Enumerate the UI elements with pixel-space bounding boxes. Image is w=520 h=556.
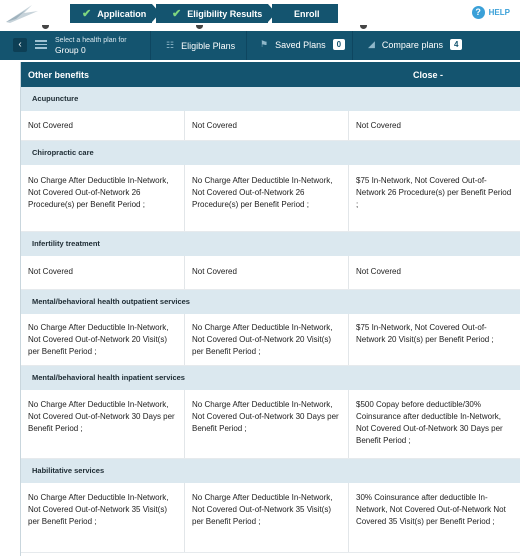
table-cell: No Charge After Deductible In-Network, Not Covered Out-of-Network 26 Procedure(s) per Benefit Period ;	[185, 165, 349, 231]
select-plan-label: Select a health plan for	[55, 37, 127, 44]
brand-logo	[2, 2, 42, 26]
wizard-progress-marks	[40, 25, 520, 29]
bookmark-icon: ⚑	[260, 39, 269, 49]
table-cell: No Charge After Deductible In-Network, Not Covered Out-of-Network 35 Visit(s) per Benefit Period ;	[21, 483, 185, 552]
panel-title: Other benefits	[28, 70, 90, 80]
select-plan-group: Group 0	[55, 45, 86, 55]
category-header: Mental/behavioral health outpatient services	[21, 290, 520, 314]
other-benefits-panel	[20, 62, 520, 556]
table-cell: Not Covered	[356, 267, 401, 276]
wizard-step-enroll[interactable]	[272, 4, 338, 23]
table-cell: No Charge After Deductible In-Network, Not Covered Out-of-Network 30 Days per Benefit Period ;	[185, 390, 349, 458]
compare-plans-label: Compare plans	[381, 39, 443, 50]
wizard-step-application[interactable]	[70, 4, 152, 23]
table-cell: No Charge After Deductible In-Network, Not Covered Out-of-Network 26 Procedure(s) per Benefit Period ;	[21, 165, 185, 231]
saved-plans-count: 0	[333, 39, 345, 50]
table-cell: No Charge After Deductible In-Network, Not Covered Out-of-Network 35 Visit(s) per Benefit Period ;	[185, 483, 349, 552]
table-cell: Not Covered	[21, 111, 185, 140]
check-icon: ✔	[82, 8, 92, 20]
list-icon	[35, 40, 47, 55]
table-cell: No Charge After Deductible In-Network, Not Covered Out-of-Network 20 Visit(s) per Benefit Period ;	[21, 314, 185, 365]
close-button[interactable]: Close -	[413, 70, 444, 80]
table-cell: Not Covered	[185, 256, 349, 289]
help-label: HELP	[488, 8, 510, 17]
table-row	[21, 165, 520, 232]
help-icon: ?	[472, 6, 485, 19]
check-icon: ✔	[172, 8, 182, 20]
table-cell: 30% Coinsurance after deductible In-Network, Not Covered Out-of-Network Not Covered 35 Visit(s) per Benefit Period ;	[356, 493, 506, 526]
wizard-bar	[0, 0, 520, 28]
category-header: Acupuncture	[21, 87, 520, 111]
table-cell: No Charge After Deductible In-Network, Not Covered Out-of-Network 20 Visit(s) per Benefit Period ;	[185, 314, 349, 365]
eligible-plans-tab[interactable]	[166, 40, 235, 51]
category-header: Habilitative services	[21, 459, 520, 483]
wizard-step-label: Application	[97, 8, 147, 19]
select-plan-button[interactable]	[35, 37, 127, 55]
panel-header	[21, 62, 520, 87]
wizard-step-label: Enroll	[294, 8, 320, 19]
help-button[interactable]	[472, 6, 510, 19]
table-cell: Not Covered	[185, 111, 349, 140]
table-cell: $500 Copay before deductible/30% Coinsurance after deductible In-Network, Not Covered Out-of-Network 30 Days per Benefit Period ;	[356, 400, 503, 445]
saved-plans-label: Saved Plans	[275, 39, 326, 50]
grid-icon: ☷	[166, 40, 175, 50]
wizard-step-label: Eligibility Results	[187, 8, 263, 19]
table-row	[21, 111, 520, 141]
table-row	[21, 483, 520, 553]
toolbar-divider	[246, 31, 247, 60]
table-cell: $75 In-Network, Not Covered Out-of-Network 26 Procedure(s) per Benefit Period ;	[356, 176, 512, 209]
category-header: Mental/behavioral health inpatient services	[21, 366, 520, 390]
category-header: Chiropractic care	[21, 141, 520, 165]
table-cell: Not Covered	[356, 121, 401, 130]
table-cell: Not Covered	[21, 256, 185, 289]
toolbar-divider	[150, 31, 151, 60]
table-cell: $75 In-Network, Not Covered Out-of-Network 20 Visit(s) per Benefit Period ;	[356, 323, 494, 344]
saved-plans-tab[interactable]	[260, 39, 345, 50]
table-row	[21, 314, 520, 366]
wizard-step-eligibility-results[interactable]	[156, 4, 268, 23]
compare-plans-tab[interactable]	[368, 39, 462, 50]
compare-icon: ◢	[368, 39, 375, 49]
wizard-steps	[70, 4, 338, 23]
category-header: Infertility treatment	[21, 232, 520, 256]
table-cell: No Charge After Deductible In-Network, Not Covered Out-of-Network 30 Days per Benefit Period ;	[21, 390, 185, 458]
chevron-left-icon: ‹	[18, 39, 22, 50]
eligible-plans-label: Eligible Plans	[181, 40, 236, 51]
back-button[interactable]	[13, 38, 27, 52]
table-row	[21, 256, 520, 290]
compare-plans-count: 4	[450, 39, 462, 50]
table-row	[21, 390, 520, 459]
toolbar-divider	[352, 31, 353, 60]
plan-toolbar	[0, 31, 520, 60]
